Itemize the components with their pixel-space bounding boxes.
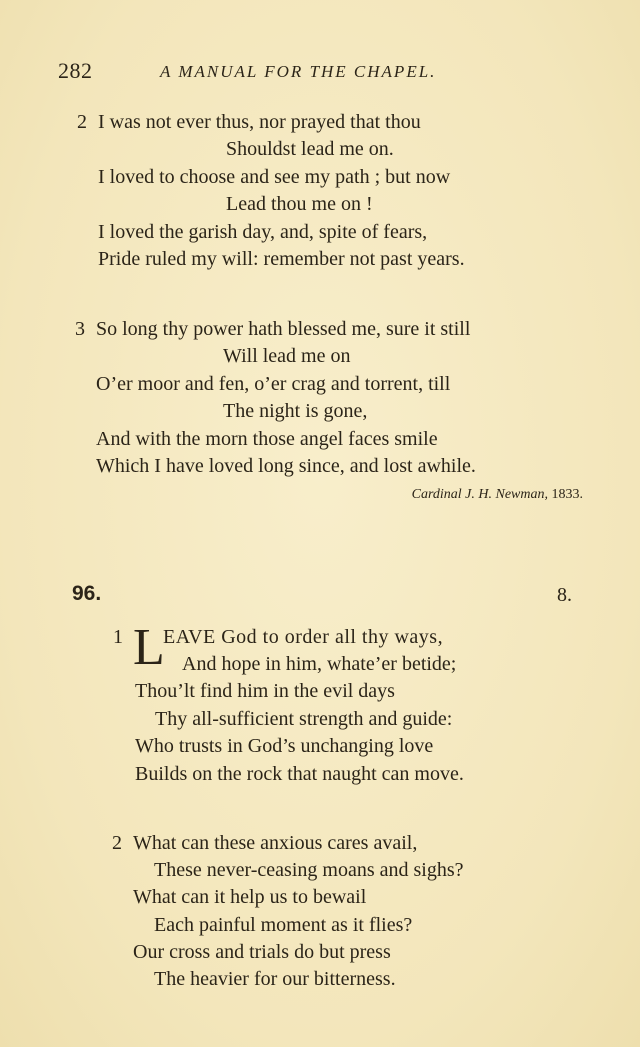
verse-line: Lead thou me on ! xyxy=(226,193,373,215)
verse-line: Builds on the rock that naught can move. xyxy=(135,763,464,785)
running-head: A MANUAL FOR THE CHAPEL. xyxy=(160,62,437,81)
verse-line: EAVE God to order all thy ways, xyxy=(163,626,444,648)
verse-line: Each painful moment as it flies? xyxy=(154,914,413,936)
page-header xyxy=(0,58,640,86)
stanza-number: 1 xyxy=(113,626,123,648)
verse-line: What can these anxious cares avail, xyxy=(133,832,418,854)
verse-line: Will lead me on xyxy=(223,345,351,367)
stanza-number: 2 xyxy=(77,111,87,133)
stanza-number: 3 xyxy=(75,318,85,340)
verse-line: The night is gone, xyxy=(223,400,368,422)
verse-line: Shouldst lead me on. xyxy=(226,138,394,160)
attribution-author: Cardinal J. H. Newman, xyxy=(411,487,548,502)
verse-line: Which I have loved long since, and lost awhile. xyxy=(96,455,476,477)
verse-line: O’er moor and fen, o’er crag and torrent, till xyxy=(96,373,451,395)
hymn-number: 96. xyxy=(72,582,102,605)
verse-line: Our cross and trials do but press xyxy=(133,941,391,963)
stanza-number: 2 xyxy=(112,832,122,854)
verse-line: Pride ruled my will: remember not past years. xyxy=(98,248,465,270)
page-number: 282 xyxy=(58,58,93,83)
verse-line: So long thy power hath blessed me, sure it still xyxy=(96,318,471,340)
verse-line: Thou’lt find him in the evil days xyxy=(135,680,395,702)
hymn-attribution xyxy=(412,487,583,503)
verse-line: Thy all-sufficient strength and guide: xyxy=(155,708,453,730)
verse-line: These never-ceasing moans and sighs? xyxy=(154,859,464,881)
attribution-year: 1833. xyxy=(551,487,583,502)
verse-line: I loved to choose and see my path ; but now xyxy=(98,166,451,188)
hymn-meter: 8. xyxy=(557,584,572,606)
verse-line: I loved the garish day, and, spite of fears, xyxy=(98,221,428,243)
verse-line: Who trusts in God’s unchanging love xyxy=(135,735,434,757)
drop-cap: L xyxy=(133,619,165,676)
verse-line: And hope in him, whate’er betide; xyxy=(182,653,457,675)
verse-line: I was not ever thus, nor prayed that thou xyxy=(98,111,421,133)
verse-line: The heavier for our bitterness. xyxy=(154,968,396,990)
verse-line: And with the morn those angel faces smile xyxy=(96,428,438,450)
verse-line: What can it help us to bewail xyxy=(133,886,367,908)
